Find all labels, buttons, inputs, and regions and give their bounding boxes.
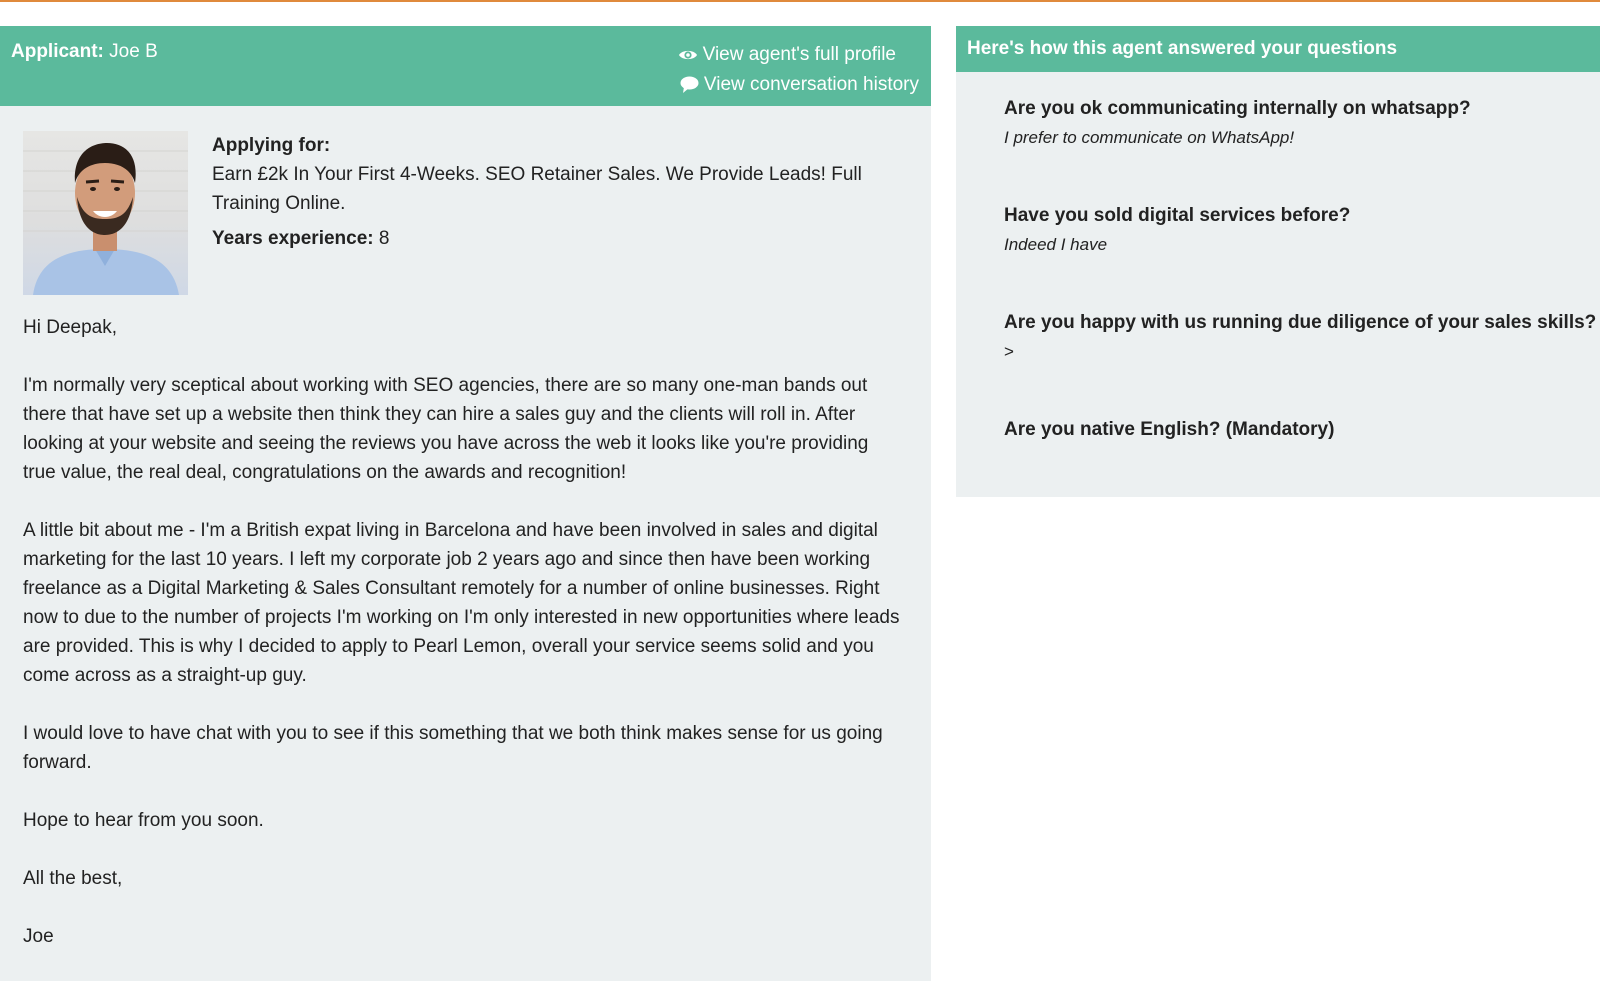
qa-item [1004,201,1600,308]
questions-panel-title: Here's how this agent answered your questions [956,26,1600,72]
answer-text: > [1004,342,1014,361]
eye-icon [678,48,698,62]
qa-item [1004,94,1600,201]
questions-panel [956,26,1600,497]
qa-item [1004,415,1600,522]
question-text: Have you sold digital services before? [1004,205,1351,226]
application-header [0,26,931,106]
answer-text: I prefer to communicate on WhatsApp! [1004,128,1295,147]
letter-paragraph: All the best, [23,868,123,889]
applicant-heading [11,41,158,63]
comment-icon [680,76,699,94]
letter-paragraph: A little bit about me - I'm a British expat living in Barcelona and have been involved in sales and digital marketing for the last 10 years. I left my corporate job 2 years ago and since then have been working freelance as a Digital Marketing & Sales Consultant remotely for a number of online businesses. Right now to due to the number of projects I'm working on I'm only interested in new opportunities where leads are provided. This is why I decided to apply to Pearl Lemon, overall your service seems solid and you come across as a straight-up guy. [23,520,900,686]
letter-paragraph: Joe [23,926,54,947]
letter-paragraph: Hi Deepak, [23,317,117,338]
view-history-link[interactable] [678,70,919,100]
applicant-name: Joe B [109,41,158,62]
qa-list [1004,94,1600,522]
question-text: Are you ok communicating internally on whatsapp? [1004,98,1471,119]
avatar [23,131,188,295]
answer-text: Indeed I have [1004,235,1108,254]
years-experience-value: 8 [378,228,390,249]
cover-letter [23,313,903,980]
application-meta [212,131,902,253]
applying-for-label: Applying for: [212,135,331,156]
person-photo [23,131,188,295]
header-links [678,40,919,100]
years-experience [212,224,902,253]
years-experience-label: Years experience: [212,228,374,249]
applicant-label: Applicant: [11,41,104,62]
question-text: Are you native English? (Mandatory) [1004,419,1335,440]
view-profile-link[interactable] [678,40,896,70]
letter-paragraph: I would love to have chat with you to see if this something that we both think makes sense for us going forward. [23,723,883,773]
qa-item [1004,308,1600,415]
top-accent-line [0,0,1600,2]
letter-paragraph: I'm normally very sceptical about working with SEO agencies, there are so many one-man bands out there that have set up a website then think they can hire a sales guy and the clients will roll in. After looking at your website and seeing the reviews you have across the web it looks like you're providing true value, the real deal, congratulations on the awards and recognition! [23,375,869,483]
view-profile-label: View agent's full profile [702,44,896,65]
view-history-label: View conversation history [703,74,919,95]
question-text: Are you happy with us running due diligence of your sales skills? [1004,312,1597,333]
job-title: Earn £2k In Your First 4-Weeks. SEO Retainer Sales. We Provide Leads! Full Training Online. [212,164,862,214]
letter-paragraph: Hope to hear from you soon. [23,810,264,831]
application-panel [0,26,931,981]
